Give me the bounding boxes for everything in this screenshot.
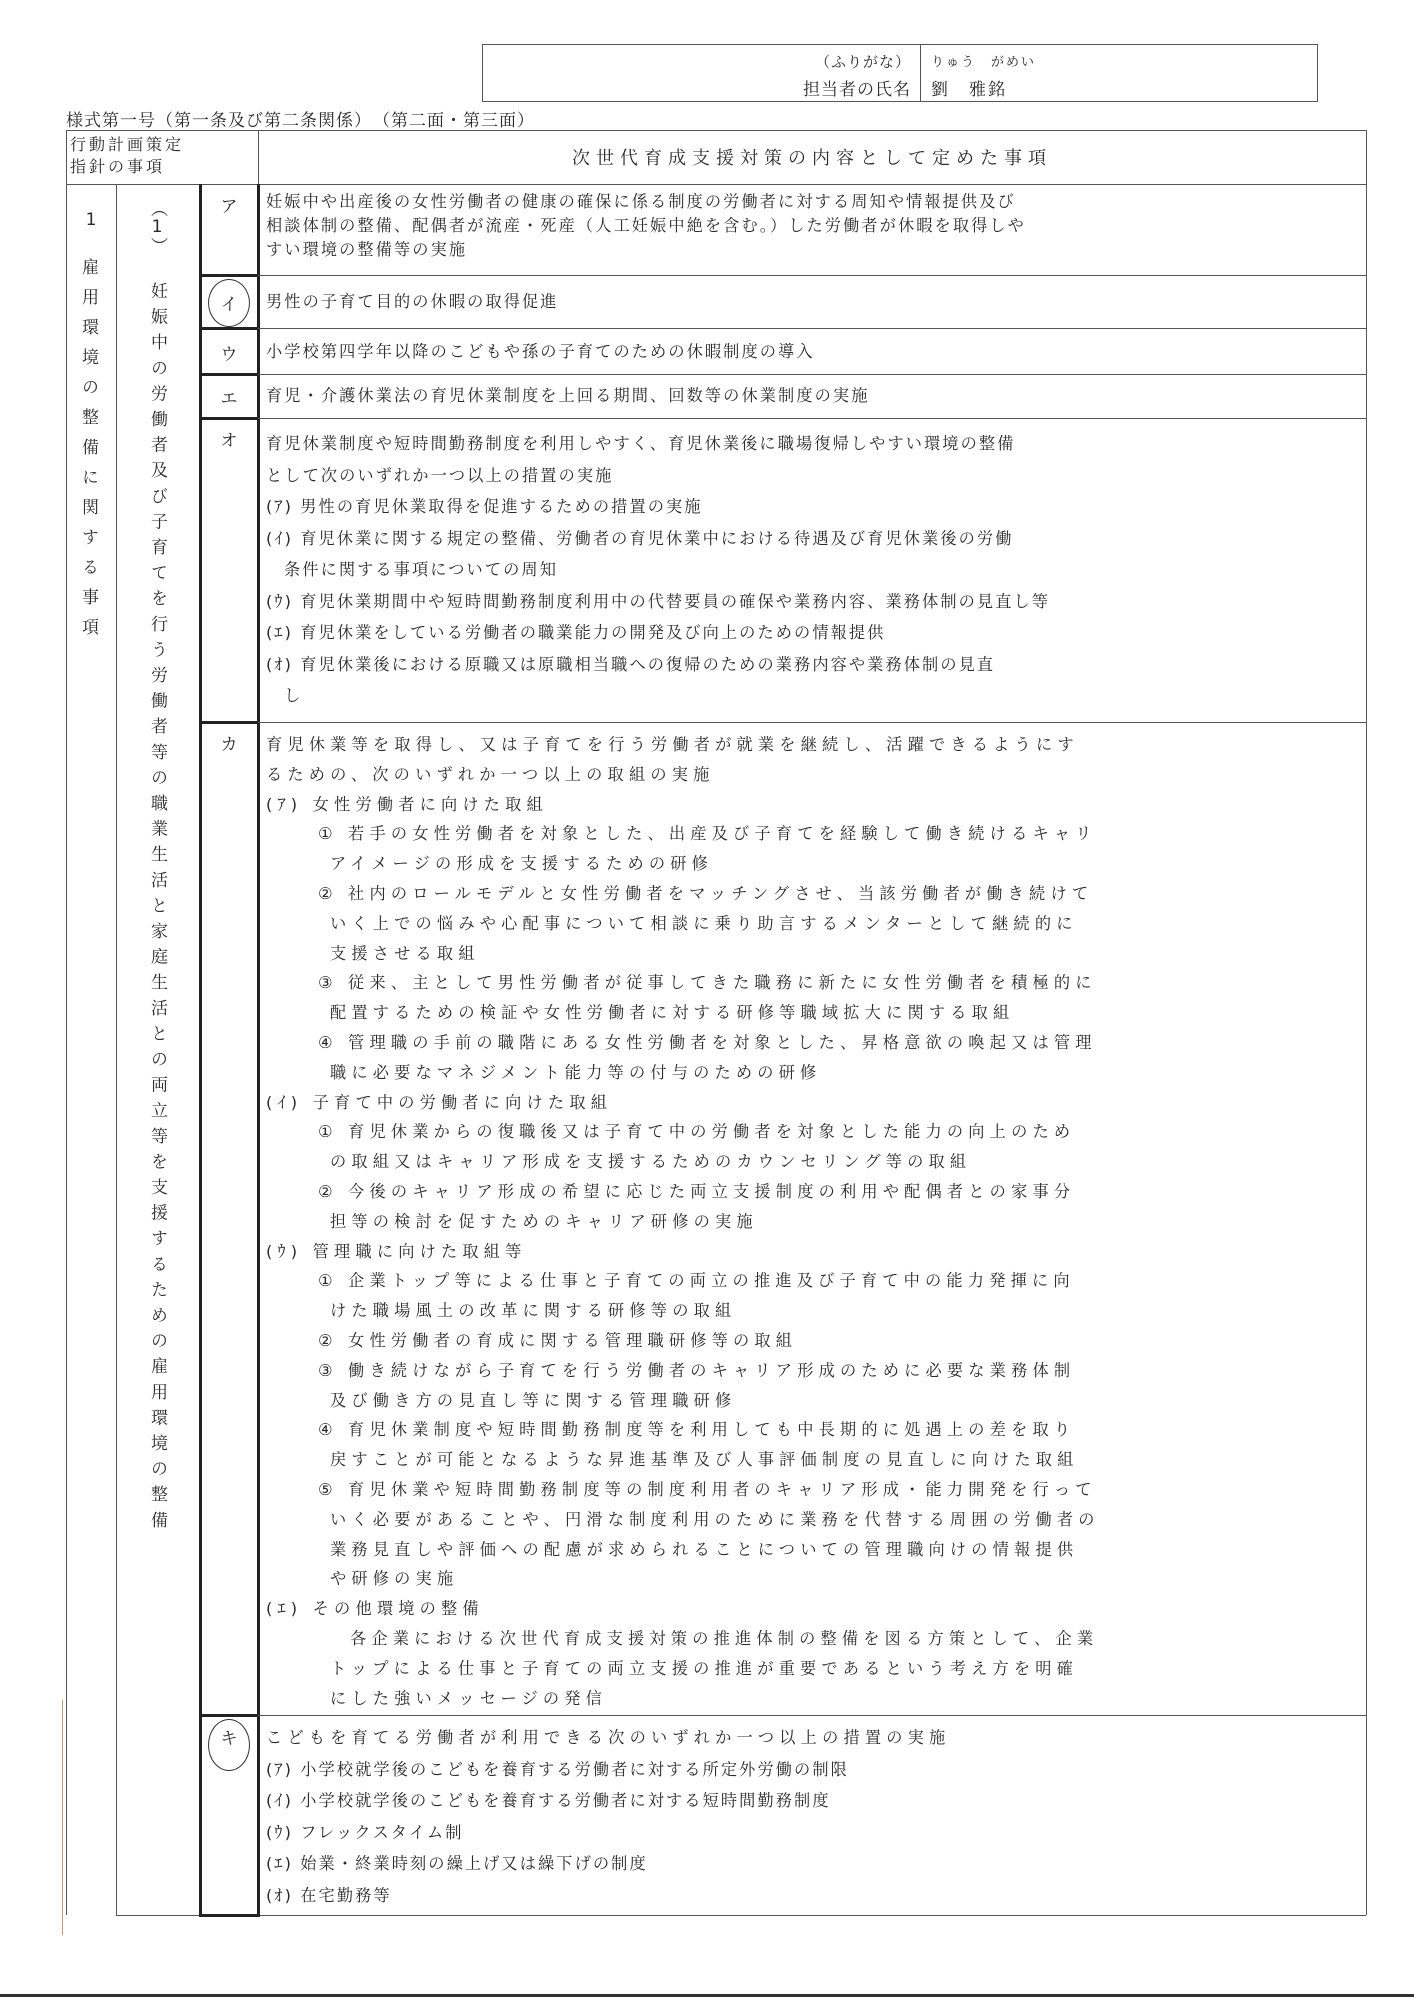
row-o-line: 条件に関する事項についての周知: [284, 560, 558, 579]
row-e-content: [266, 384, 1360, 408]
header-left-line1: 行動計画策定: [70, 135, 185, 154]
row-ka-line: ④ 育児休業制度や短時間勤務制度等を利用しても中長期的に処遇上の差を取り: [318, 1420, 1076, 1440]
row-i-line: 男性の子育て目的の休暇の取得促進: [266, 292, 559, 311]
row-ka-line: るための、次のいずれか一つ以上の取組の実施: [266, 764, 715, 784]
row-ka-line: ① 若手の女性労働者を対象とした、出産及び子育てを経験して働き続けるキャリ: [318, 824, 1097, 844]
row-letter-ki: キ: [220, 1729, 238, 1749]
col2-number: （1）: [147, 200, 167, 254]
header-guideline-items: [70, 134, 200, 178]
row-letter-i: イ: [220, 295, 238, 315]
row-ka-line: ⑤ 育児休業や短時間勤務制度等の制度利用者のキャリア形成・能力開発を行って: [318, 1479, 1097, 1499]
row-ka-line: 及び働き方の見直し等に関する管理職研修: [330, 1390, 737, 1410]
row-ka-line: ② 社内のロールモデルと女性労働者をマッチングさせ、当該労働者が働き続けて: [318, 883, 1094, 903]
row-ki-line: (ｴ) 始業・終業時刻の繰上げ又は繰下げの制度: [266, 1854, 648, 1873]
row-ka-line: ④ 管理職の手前の職階にある女性労働者を対象とした、昇格意欲の喚起又は管理: [318, 1032, 1097, 1052]
row-ka-line: 業務見直しや評価への配慮が求められることについての管理職向けの情報提供: [330, 1539, 1079, 1559]
row-ka-line: 育児休業等を取得し、又は子育てを行う労働者が就業を継続し、活躍できるようにす: [266, 735, 1079, 754]
row-ki-line: (ｵ) 在宅勤務等: [266, 1885, 392, 1905]
row-ka-line: 戻すことが可能となるような昇進基準及び人事評価制度の見直しに向けた取組: [330, 1450, 1079, 1470]
name-label: 担当者の氏名: [803, 80, 911, 100]
scan-edge-line: [62, 1700, 63, 1935]
row-ka-line: ② 女性労働者の育成に関する管理職研修等の取組: [318, 1330, 798, 1350]
row-letter-o: オ: [220, 431, 238, 451]
row-ki-line: (ｱ) 小学校就学後のこどもを養育する労働者に対する所定外労働の制限: [266, 1759, 849, 1779]
furigana-label: （ふりがな）: [814, 53, 911, 71]
row-ki-line: (ｲ) 小学校就学後のこどもを養育する労働者に対する短時間勤務制度: [266, 1791, 831, 1810]
row-o-line: (ｵ) 育児休業後における原職又は原職相当職への復帰のための業務内容や業務体制の見直: [266, 654, 996, 674]
row-ki-content: [266, 1722, 1360, 1911]
row-a-line: すい環境の整備等の実施: [266, 240, 468, 259]
row-ka-line: (ｳ) 管理職に向けた取組等: [266, 1241, 527, 1261]
contact-person-box: [482, 44, 1318, 102]
row-ka-line: (ｴ) その他環境の整備: [266, 1599, 484, 1619]
row-ka-line: いく上での悩みや心配事について相談に乗り助言するメンターとして継続的に: [330, 913, 1078, 933]
header-left-line2: 指針の事項: [70, 157, 166, 176]
row-u-content: [266, 340, 1360, 364]
row-o-line: (ｴ) 育児休業をしている労働者の職業能力の開発及び向上のための情報提供: [266, 623, 886, 642]
name-value: 劉 雅銘: [931, 80, 1007, 100]
row-o-line: (ｳ) 育児休業期間中や短時間勤務制度利用中の代替要員の確保や業務内容、業務体制の見直し等: [266, 591, 1051, 611]
row-ka-line: の取組又はキャリア形成を支援するためのカウンセリング等の取組: [330, 1152, 972, 1172]
row-ki-line: こどもを育てる労働者が利用できる次のいずれか一つ以上の措置の実施: [266, 1728, 951, 1747]
col1-number: 1: [85, 210, 97, 230]
row-letter-u: ウ: [220, 345, 238, 365]
row-ki-line: (ｳ) フレックスタイム制: [266, 1822, 464, 1842]
row-ka-line: ③ 従来、主として男性労働者が従事してきた職務に新たに女性労働者を積極的に: [318, 973, 1097, 993]
form-caption: 様式第一号（第一条及び第二条関係） （第二面・第三面）: [66, 111, 535, 131]
row-ka-line: いく必要があることや、円滑な制度利用のために業務を代替する周囲の労働者の: [330, 1509, 1100, 1529]
row-ka-line: ② 今後のキャリア形成の希望に応じた両立支援制度の利用や配偶者との家事分: [318, 1181, 1076, 1201]
row-ka-line: 担等の検討を促すためのキャリア研修の実施: [330, 1211, 758, 1231]
row-ka-line: トップによる仕事と子育ての両立支援の推進が重要であるという考え方を明確: [330, 1658, 1079, 1678]
row-ka-line: ③ 働き続けながら子育てを行う労働者のキャリア形成のために必要な業務体制: [318, 1360, 1076, 1380]
row-ka-line: 支援させる取組: [330, 943, 480, 963]
col2-subcategory: 妊娠中の労働者及び子育てを行う労働者等の職業生活と家庭生活との両立等を支援するための雇用環境の整備: [147, 282, 167, 1537]
row-o-line: し: [284, 686, 303, 705]
row-ka-line: けた職場風土の改革に関する研修等の取組: [330, 1301, 737, 1321]
row-ka-line: (ｱ) 女性労働者に向けた取組: [266, 794, 548, 814]
page-bottom-rule: [0, 1994, 1414, 1997]
row-o-line: として次のいずれか一つ以上の措置の実施: [266, 465, 614, 485]
row-ka-line: (ｲ) 子育て中の労働者に向けた取組: [266, 1092, 613, 1112]
row-i-content: [266, 290, 1360, 314]
row-letter-e: エ: [220, 389, 238, 409]
row-o-line: 育児休業制度や短時間勤務制度を利用しやすく、育児休業後に職場復帰しやすい環境の整備: [266, 434, 1016, 453]
header-measures: 次世代育成支援対策の内容として定めた事項: [572, 148, 1052, 169]
row-ka-line: アイメージの形成を支援するための研修: [330, 854, 714, 874]
row-a-line: 相談体制の整備、配偶者が流産・死産（人工妊娠中絶を含む。）した労働者が休暇を取得しや: [266, 216, 1026, 235]
row-letter-a: ア: [220, 197, 238, 217]
row-o-line: (ｲ) 育児休業に関する規定の整備、労働者の育児休業中における待遇及び育児休業後の労働: [266, 528, 1014, 548]
row-o-content: [266, 428, 1360, 712]
name-box-divider: [920, 45, 921, 101]
col1-category: 雇用環境の整備に関する事項: [78, 258, 98, 648]
row-ka-line: ① 育児休業からの復職後又は子育て中の労働者を対象とした能力の向上のため: [318, 1122, 1076, 1142]
row-ka-line: 各企業における次世代育成支援対策の推進体制の整備を図る方策として、企業: [350, 1628, 1099, 1648]
row-ka-line: ① 企業トップ等による仕事と子育ての両立の推進及び子育て中の能力発揮に向: [318, 1271, 1075, 1291]
row-ka-line: 配置するための検証や女性労働者に対する研修等職域拡大に関する取組: [330, 1003, 1015, 1023]
row-e-line: 育児・介護休業法の育児休業制度を上回る期間、回数等の休業制度の実施: [266, 386, 870, 405]
furigana-value: りゅう がめい: [931, 55, 1037, 70]
row-letter-ka: カ: [220, 735, 238, 755]
row-ka-line: にした強いメッセージの発信: [330, 1688, 608, 1708]
row-a-line: 妊娠中や出産後の女性労働者の健康の確保に係る制度の労働者に対する周知や情報提供及び: [266, 192, 1016, 211]
row-u-line: 小学校第四学年以降のこどもや孫の子育てのための休暇制度の導入: [266, 342, 815, 361]
row-ka-line: や研修の実施: [330, 1569, 459, 1589]
row-ka-content: [266, 730, 1360, 1713]
row-ka-line: 職に必要なマネジメント能力等の付与のための研修: [330, 1062, 822, 1082]
row-o-line: (ｱ) 男性の育児休業取得を促進するための措置の実施: [266, 497, 703, 516]
row-a-content: [266, 190, 1360, 262]
